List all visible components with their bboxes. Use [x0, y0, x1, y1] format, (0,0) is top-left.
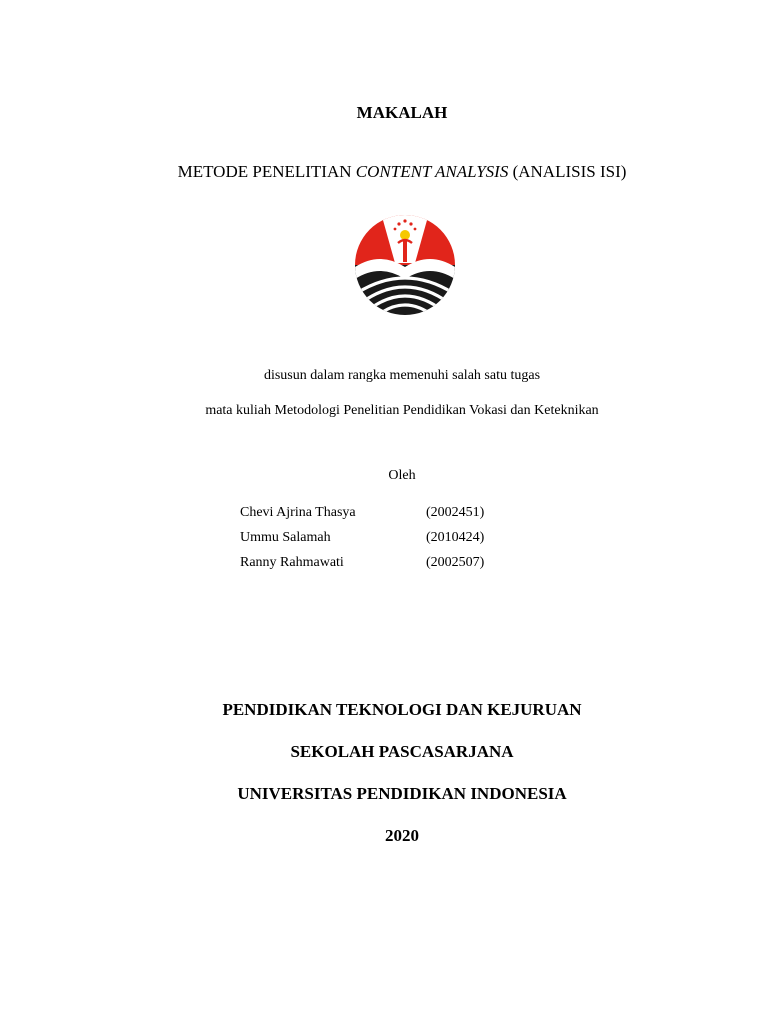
document-type: MAKALAH	[356, 103, 448, 122]
author-id: (2010424)	[426, 530, 485, 545]
author-name: Ummu Salamah	[240, 530, 331, 545]
department-name: PENDIDIKAN TEKNOLOGI DAN KEJURUAN	[222, 700, 582, 719]
purpose-line-1: disusun dalam rangka memenuhi salah satu tugas	[263, 368, 541, 383]
author-id: (2002451)	[426, 505, 485, 520]
author-name: Ranny Rahmawati	[240, 555, 344, 570]
school-name: SEKOLAH PASCASARJANA	[290, 742, 514, 761]
title-emphasis: CONTENT ANALYSIS	[355, 162, 509, 181]
university-name: UNIVERSITAS PENDIDIKAN INDONESIA	[237, 784, 567, 803]
by-label: Oleh	[388, 468, 416, 483]
document-year: 2020	[385, 826, 419, 845]
purpose-line-2: mata kuliah Metodologi Penelitian Pendidikan Vokasi dan Keteknikan	[205, 403, 599, 418]
title-suffix: (ANALISIS ISI)	[508, 162, 627, 181]
document-title	[0, 162, 768, 182]
title-prefix: METODE PENELITIAN	[177, 162, 356, 181]
author-name: Chevi Ajrina Thasya	[240, 505, 356, 520]
university-emblem-icon	[353, 207, 457, 319]
author-id: (2002507)	[426, 555, 485, 570]
